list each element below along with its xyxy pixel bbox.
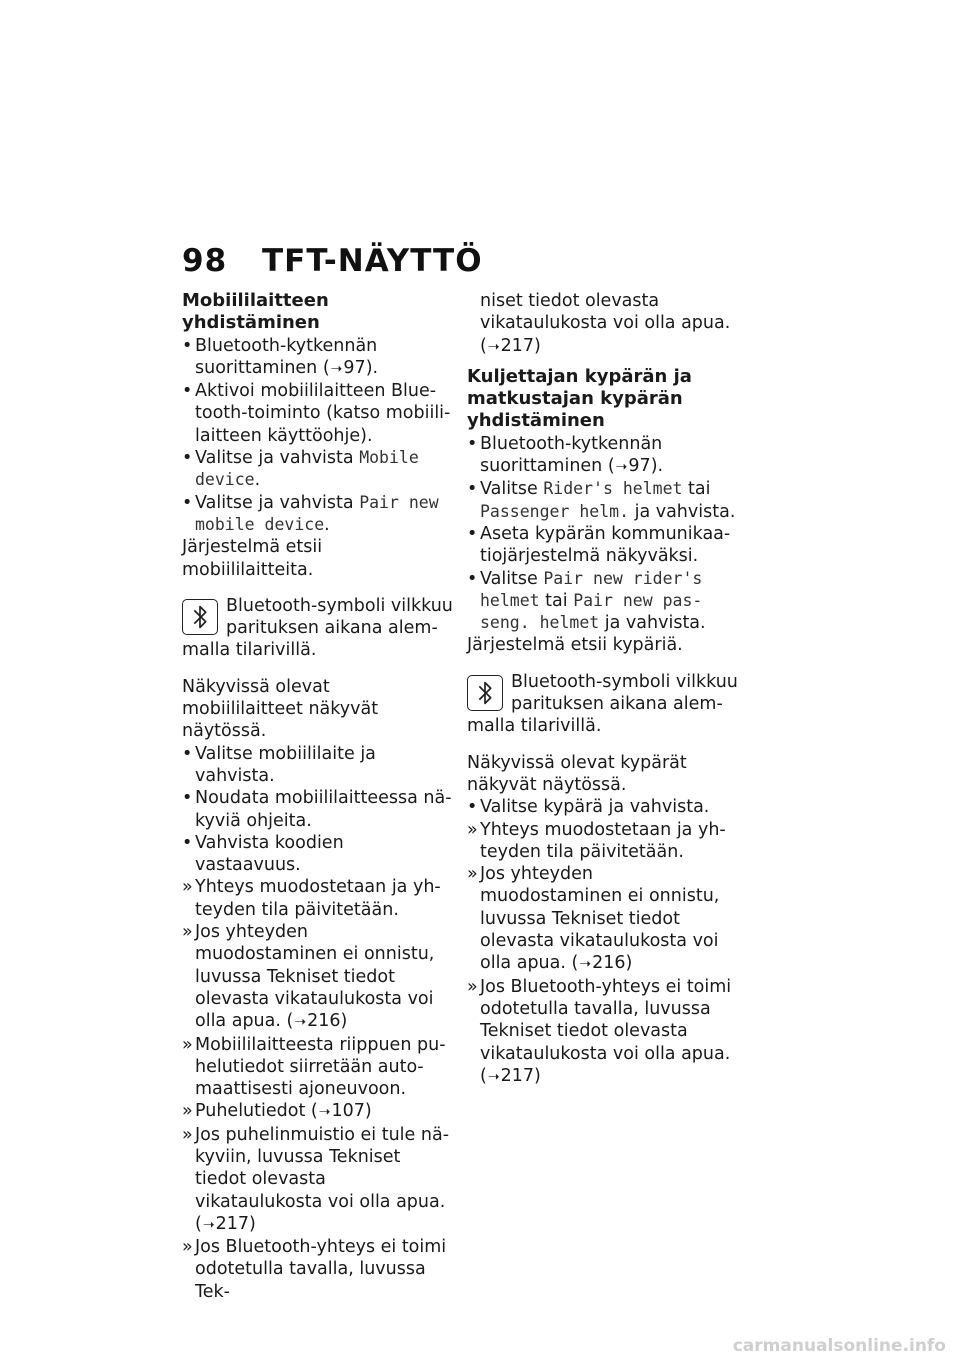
list-item xyxy=(467,433,739,479)
page-ref-link[interactable]: 97 xyxy=(343,357,366,378)
item-text: Jos puhelinmuistio ei tule näkyviin, luvussa Tekniset tiedot olevasta vikataulukosta voi olla apua. ( xyxy=(195,1124,450,1234)
result-item: » Mobiililaitteesta riippuen puhelutiedot siirretään automaattisesti ajoneuvoon. xyxy=(182,1034,454,1101)
result-item: » Yhteys muodostetaan ja yhteyden tila päivitetään. xyxy=(467,819,739,864)
note-text: Bluetooth-symboli vilkkuu parituksen aikana alemmalla tilarivillä. xyxy=(182,595,453,661)
menu-term: Rider's helmet xyxy=(543,479,683,499)
arrow-right-icon: ➝ xyxy=(330,360,343,377)
paragraph: Järjestelmä etsii kypäriä. xyxy=(467,635,683,656)
arrow-right-icon: ➝ xyxy=(487,338,500,355)
list-item: • Aseta kypärän kommunikaatiojärjestelmä näkyväksi. xyxy=(467,523,739,568)
menu-term: Passenger helm. xyxy=(480,501,630,521)
arrow-right-icon: ➝ xyxy=(487,1068,500,1085)
item-text: niset tiedot olevasta vikataulukosta voi olla apua. ( xyxy=(480,291,731,356)
item-text: ) xyxy=(625,953,633,974)
result-item xyxy=(467,976,739,1088)
item-text: Bluetooth-kytkennän suorittaminen ( xyxy=(195,335,378,378)
item-text: ) xyxy=(533,335,541,356)
list-item xyxy=(182,492,454,537)
item-text: . xyxy=(324,514,330,535)
item-text: ) xyxy=(364,1101,372,1122)
menu-term: Mobile device xyxy=(195,448,419,490)
arrow-right-icon: ➝ xyxy=(318,1104,331,1121)
bluetooth-icon xyxy=(182,599,218,635)
arrow-right-icon: ➝ xyxy=(615,459,628,476)
page-ref-link[interactable]: 217 xyxy=(500,335,534,356)
item-text: . xyxy=(254,470,261,491)
page-ref-link[interactable]: 216 xyxy=(307,1011,341,1032)
bluetooth-icon xyxy=(467,675,503,711)
item-text: tai xyxy=(682,479,711,500)
item-text: Valitse ja vahvista xyxy=(195,492,360,513)
item-text: ). xyxy=(650,456,664,477)
list-item xyxy=(182,335,454,381)
item-text: Jos yhteyden muodostaminen ei onnistu, luvussa Tekniset tiedot olevasta vikataulukosta voi olla apua. ( xyxy=(480,864,720,974)
list-item: • Aktivoi mobiililaitteen Bluetooth-toiminto (katso mobiililaitteen käyttöohje). xyxy=(182,380,454,447)
note-text: Bluetooth-symboli vilkkuu parituksen aikana alemmalla tilarivillä. xyxy=(467,671,738,737)
list-item: • Valitse mobiililaite ja vahvista. xyxy=(182,743,454,788)
arrow-right-icon: ➝ xyxy=(202,1216,215,1233)
watermark: carmanualsonline.info xyxy=(732,1336,946,1356)
item-text: ) xyxy=(340,1011,348,1032)
right-column xyxy=(467,290,739,1088)
item-text: Puhelutiedot ( xyxy=(195,1101,318,1122)
item-text: Jos yhteyden muodostaminen ei onnistu, luvussa Tekniset tiedot olevasta vikataulukosta voi olla apua. ( xyxy=(195,922,435,1032)
result-item xyxy=(182,921,454,1033)
page-header xyxy=(182,243,483,279)
menu-term: Pair new rider's helmet xyxy=(480,568,703,610)
paragraph: Näkyvissä olevat kypärät näkyvät näytössä. xyxy=(467,752,687,795)
item-text: Jos Bluetooth-yhteys ei toimi odotetulla tavalla, luvussa Tekniset tiedot olevasta vikataulukosta voi olla apua. ( xyxy=(480,976,732,1086)
item-text: Valitse xyxy=(480,479,544,500)
arrow-right-icon: ➝ xyxy=(294,1014,307,1031)
item-text: ). xyxy=(365,357,379,378)
page-title: TFT-NÄYTTÖ xyxy=(262,243,483,279)
paragraph: Näkyvissä olevat mobiililaitteet näkyvät näytössä. xyxy=(182,676,379,742)
left-column xyxy=(182,290,454,1303)
item-text: tai xyxy=(539,590,574,611)
list-item: • Vahvista koodien vastaavuus. xyxy=(182,832,454,877)
item-text: ja vahvista. xyxy=(629,501,736,522)
section-heading: Kuljettajan kypärän ja matkustajan kypärän yhdistäminen xyxy=(467,365,692,432)
note-block xyxy=(182,595,454,662)
result-item xyxy=(182,1100,454,1123)
list-item xyxy=(182,447,454,492)
list-item: • Valitse kypärä ja vahvista. xyxy=(467,796,739,818)
item-text: ja vahvista. xyxy=(599,613,706,634)
section-heading: Mobiililaitteen yhdistäminen xyxy=(182,290,329,334)
page-ref-link[interactable]: 107 xyxy=(331,1101,365,1122)
paragraph: Järjestelmä etsii mobiililaitteita. xyxy=(182,537,323,580)
list-item xyxy=(467,568,739,635)
item-text: Valitse xyxy=(480,568,544,589)
menu-term: Pair new mobile device xyxy=(195,492,439,534)
menu-term: Pair new passeng. helmet xyxy=(480,590,703,633)
result-item xyxy=(467,863,739,975)
page-ref-link[interactable]: 97 xyxy=(628,456,651,477)
note-block xyxy=(467,671,739,738)
list-item xyxy=(467,478,739,523)
page-ref-link[interactable]: 216 xyxy=(592,953,626,974)
page-number: 98 xyxy=(182,243,228,279)
list-item: • Noudata mobiililaitteessa näkyviä ohjeita. xyxy=(182,787,454,832)
item-text: ) xyxy=(533,1065,541,1086)
continued-text xyxy=(467,290,739,358)
page-ref-link[interactable]: 217 xyxy=(215,1213,249,1234)
item-text: ) xyxy=(248,1213,256,1234)
arrow-right-icon: ➝ xyxy=(579,956,592,973)
result-item xyxy=(182,1124,454,1236)
result-item: » Yhteys muodostetaan ja yhteyden tila päivitetään. xyxy=(182,876,454,921)
page-ref-link[interactable]: 217 xyxy=(500,1065,534,1086)
item-text: Bluetooth-kytkennän suorittaminen ( xyxy=(480,433,663,477)
item-text: Valitse ja vahvista xyxy=(195,448,360,469)
result-item: » Jos Bluetooth-yhteys ei toimi odotetulla tavalla, luvussa Tek- xyxy=(182,1236,454,1303)
